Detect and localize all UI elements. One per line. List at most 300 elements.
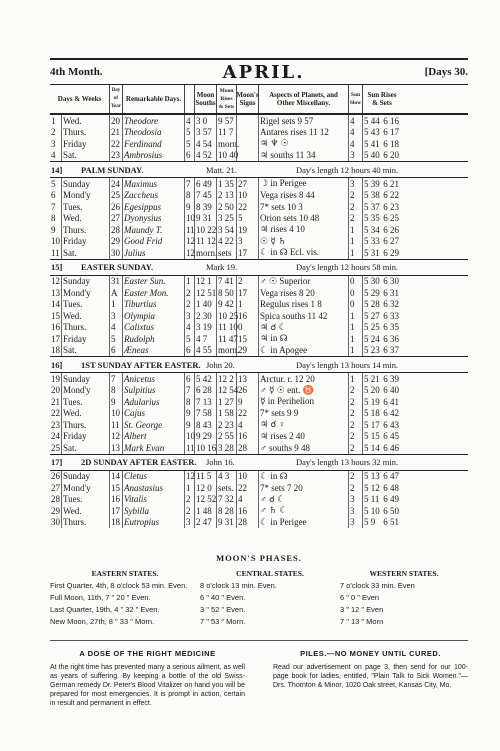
moon-souths: 12 0 [195, 482, 217, 494]
moon-rises: 9 31 [217, 517, 237, 529]
moon-age: 5 [185, 138, 195, 150]
sun-sets-time: 6 26 [383, 224, 399, 235]
moon-rises: 1 35 [217, 178, 237, 190]
sun-rises-time: 5 39 [364, 178, 380, 189]
moon-age: 1 [185, 276, 195, 288]
moon-rises: sets [217, 247, 237, 259]
remarkable-day: Theodore [123, 115, 185, 127]
moon-sign: 17 [237, 247, 259, 259]
remarkable-day: Zaccheus [123, 190, 185, 202]
moon-rises: 8 28 [217, 505, 237, 517]
aspect: ♂ ☌ ☾ [259, 494, 349, 506]
moon-sign: 5 [237, 213, 259, 225]
sun-sets-time: 6 20 [383, 150, 399, 161]
remarkable-day: Mark Evan [123, 442, 185, 454]
moon-age: 2 [185, 299, 195, 311]
moon-age: 11 [186, 442, 195, 453]
sun-sets-time: 6 37 [383, 345, 399, 356]
sun-rises-time: 5 19 [364, 396, 380, 407]
sun-slow: 2 [349, 213, 363, 225]
sun-rises [363, 213, 401, 225]
sun-sets-time: 6 22 [383, 190, 399, 201]
aspect: Vega rises 8 20 [259, 287, 349, 299]
moon-rises: 12 54 [218, 385, 239, 396]
sun-sets-time: 6 43 [383, 419, 399, 430]
moon-rises: 10 25 [218, 310, 239, 321]
moon-sign: 29 [237, 345, 259, 357]
moon-age: 2 [185, 494, 195, 506]
remarkable-day: Cletus [123, 471, 185, 483]
weekday: Wed. [62, 213, 110, 225]
sun-rises-time: 5 34 [364, 224, 380, 235]
advertisements [50, 640, 468, 708]
sun-rises [363, 127, 401, 139]
sun-rises-time: 5 25 [364, 322, 380, 333]
moon-rises: 7 32 [217, 494, 237, 506]
moon-age: 10 [186, 213, 195, 224]
week-daylen: Day's length 12 hours 58 min. [296, 262, 399, 272]
moon-age: 6 [185, 345, 195, 357]
sun-slow: 1 [349, 373, 363, 385]
day-number: 6 [50, 190, 62, 202]
moon-age: 3 [185, 310, 195, 322]
sun-slow: 1 [349, 236, 363, 248]
sun-rises [363, 373, 401, 385]
sun-rises-time: 5 40 [364, 150, 380, 161]
moon-souths: 4 7 [195, 333, 217, 345]
sun-slow: 2 [349, 396, 363, 408]
day-of-year: 6 [110, 345, 123, 357]
day-row [50, 150, 468, 162]
aspect: Spica souths 11 42 [259, 310, 349, 322]
moon-souths: 11 12 [196, 236, 216, 247]
day-number: 19 [51, 373, 60, 384]
moon-age: 6 [185, 373, 195, 385]
col-moon-signs: Moon's Signs [237, 85, 259, 113]
week-title: 2D SUNDAY AFTER EASTER. [81, 457, 197, 467]
day-number: 12 [51, 276, 60, 287]
weekday: Thurs. [62, 419, 110, 431]
week-title: PALM SUNDAY. [81, 164, 144, 175]
sun-rises [363, 310, 401, 322]
sun-rises-time: 5 28 [364, 299, 380, 310]
weekday: Sunday [62, 471, 110, 483]
moon-age: 8 [185, 190, 195, 202]
moon-sign: 19 [237, 224, 259, 236]
moon-rises: 11 47 [218, 333, 238, 344]
col-moon-souths: Moon Souths [195, 85, 217, 113]
weekday: Wed. [62, 408, 110, 420]
weekday: Thurs. [62, 517, 110, 529]
sun-sets-time: 6 23 [383, 201, 399, 212]
moon-age: 12 [186, 236, 195, 247]
moon-age: 11 [186, 224, 195, 235]
sun-rises [363, 201, 401, 213]
medicine-ad [50, 649, 245, 708]
sun-rises [363, 178, 401, 190]
day-number: 16 [51, 322, 60, 333]
calendar-frame [50, 58, 468, 528]
moon-age: 7 [185, 178, 195, 190]
day-of-year: 16 [110, 494, 123, 506]
moon-souths: 4 55 [195, 345, 217, 357]
moon-souths: 10 22 [196, 224, 217, 235]
sun-slow: 1 [349, 333, 363, 345]
day-row [50, 236, 468, 248]
aspect: ♂ ☿ ☉ ent. ♉ [259, 385, 349, 397]
day-row [50, 138, 468, 150]
remarkable-day: Good Frid [123, 236, 185, 248]
western-column [340, 569, 468, 629]
day-of-year: 29 [110, 236, 123, 248]
moon-souths: 9 31 [195, 213, 217, 225]
sun-rises [363, 345, 401, 357]
day-of-year: 14 [110, 471, 123, 483]
eastern-phase-line: New Moon, 27th, 8 " 33 " Morn. [50, 617, 155, 626]
moon-sign: 9 [237, 396, 259, 408]
sun-rises-time: 5 14 [364, 442, 380, 453]
remarkable-day: Dyonysius [123, 213, 185, 225]
moon-souths: 4 54 [195, 138, 217, 150]
sun-slow: 3 [349, 517, 363, 529]
sun-rises-time: 5 11 [364, 494, 380, 505]
moon-souths: 3 19 [195, 322, 217, 334]
day-row [50, 213, 468, 225]
weekday: Wed. [62, 505, 110, 517]
moon-souths: 6 49 [195, 178, 217, 190]
sun-rises [363, 287, 401, 299]
sun-slow: 2 [349, 431, 363, 443]
day-number: 1 [50, 115, 62, 127]
eastern-column [50, 569, 200, 629]
sun-sets-time: 6 25 [383, 213, 399, 224]
weekday: Tues. [62, 396, 110, 408]
sun-rises-time: 5 43 [364, 127, 380, 138]
sun-slow: 2 [349, 385, 363, 397]
sun-rises [363, 236, 401, 248]
moon-souths: 8 43 [195, 419, 217, 431]
day-of-year: 25 [110, 190, 123, 202]
western-states-label: WESTERN STATES. [369, 569, 439, 578]
day-row [50, 178, 468, 190]
moon-age: 8 [185, 396, 195, 408]
remarkable-day: Easter Sun. [123, 276, 185, 288]
day-row [50, 287, 468, 299]
moon-sign: 16 [237, 431, 259, 443]
moon-rises: 3 25 [217, 213, 237, 225]
sun-rises [363, 471, 401, 483]
weekday: Mond'y [62, 482, 110, 494]
moon-souths: 6 28 [195, 385, 217, 397]
aspect: ☾ in ☊ Ecl. vis. [259, 247, 349, 259]
moon-rises: 3 28 [217, 442, 237, 454]
moon-sign: 16 [237, 310, 259, 322]
day-row [50, 299, 468, 311]
remarkable-day: Ambrosius [123, 150, 185, 162]
day-of-year: 20 [110, 115, 123, 127]
sun-slow: 3 [349, 505, 363, 517]
sun-sets-time: 6 47 [383, 471, 399, 482]
sun-sets-time: 6 31 [383, 287, 399, 298]
sun-rises-time: 5 12 [364, 482, 380, 493]
sun-rises [363, 299, 401, 311]
remarkable-day: Eutropius [123, 517, 185, 529]
day-of-year: 30 [110, 247, 123, 259]
sun-rises [363, 408, 401, 420]
weekday: Sat. [62, 150, 110, 162]
day-of-year: 21 [110, 127, 123, 139]
sun-rises-time: 5 17 [364, 419, 380, 430]
day-of-year: 11 [110, 419, 123, 431]
remarkable-day: Maundy T. [123, 224, 185, 236]
sun-sets-time: 6 49 [383, 494, 399, 505]
sun-sets-time: 6 36 [383, 333, 399, 344]
moon-sign: 1 [237, 299, 259, 311]
day-number: 4 [50, 150, 62, 162]
sun-slow: 4 [349, 115, 363, 127]
month-name: APRIL. [222, 61, 305, 83]
remarkable-day: Calixtus [123, 322, 185, 334]
day-row [50, 247, 468, 259]
sun-rises-time: 5 38 [364, 190, 380, 201]
day-of-year: 18 [110, 517, 123, 529]
sun-sets-time: 6 51 [383, 517, 399, 528]
sun-sets-time: 6 50 [383, 505, 399, 516]
day-of-year: 9 [110, 396, 123, 408]
moon-souths: 3 0 [195, 115, 217, 127]
weekday: Friday [62, 138, 110, 150]
piles-ad-title: PILES.—NO MONEY UNTIL CURED. [300, 649, 441, 658]
sun-sets-time: 6 42 [383, 408, 399, 419]
moon-souths: 12 1 [195, 276, 217, 288]
day-number: 24 [51, 431, 60, 442]
month-title-bar [50, 58, 468, 85]
aspect: ♂ ☉ Superior [259, 276, 349, 288]
sun-rises-time: 5 37 [364, 201, 380, 212]
col-aspects: Aspects of Planets, and Other Miscellany. [259, 85, 349, 113]
sun-slow: 2 [349, 408, 363, 420]
day-of-year: 31 [110, 276, 123, 288]
day-of-year: 13 [110, 442, 123, 454]
moon-souths: 8 39 [195, 201, 217, 213]
aspect: Vega rises 8 44 [259, 190, 349, 202]
week-title [50, 161, 468, 178]
day-row [50, 408, 468, 420]
moon-rises: 2 55 [217, 431, 237, 443]
weekday: Mond'y [62, 385, 110, 397]
sun-rises-time: 5 24 [364, 333, 380, 344]
weekday: Thurs. [62, 127, 110, 139]
week-title [50, 356, 468, 373]
aspect: ☾ in Perigee [259, 517, 349, 529]
sun-sets-time: 6 30 [383, 276, 399, 287]
weekday: Tues. [62, 201, 110, 213]
moon-sign [237, 127, 259, 139]
week-daylen: Day's length 12 hours 40 min. [296, 164, 399, 175]
aspect: ☽ in Perigee [259, 178, 349, 190]
sun-rises [363, 385, 401, 397]
moon-sign: 10 [237, 471, 259, 483]
day-number: 5 [50, 178, 62, 190]
day-number: 7 [50, 201, 62, 213]
piles-ad [273, 649, 468, 708]
day-number: 8 [50, 213, 62, 225]
sun-sets-time: 6 21 [383, 178, 399, 189]
moon-sign: 27 [237, 178, 259, 190]
sun-slow: 2 [349, 471, 363, 483]
aspect: ♃ souths 11 34 [259, 150, 349, 162]
aspect: 7* sets 10 3 [259, 201, 349, 213]
remarkable-day: St. George [123, 419, 185, 431]
day-row [50, 385, 468, 397]
remarkable-day: Albert [123, 431, 185, 443]
remarkable-day: Theodosia [123, 127, 185, 139]
day-number: 10 [51, 236, 60, 247]
moon-rises: 10 40 [218, 150, 239, 161]
remarkable-day: Rudolph [123, 333, 185, 345]
month-label: 4th Month. [50, 66, 103, 78]
day-number: 27 [51, 482, 60, 493]
week-gospel: John 16. [206, 457, 235, 467]
sun-rises-time: 5 29 [364, 287, 380, 298]
moon-rises: 7 41 [217, 276, 237, 288]
sun-sets-time: 6 16 [383, 115, 399, 126]
day-of-year: 8 [110, 385, 123, 397]
moon-sign: 2 [237, 276, 259, 288]
sun-sets-time: 6 45 [383, 431, 399, 442]
central-phase-line: 7 " 53 " Morn. [200, 617, 246, 626]
day-of-year: A [110, 287, 123, 299]
sun-sets-time: 6 17 [383, 127, 399, 138]
day-of-year: 7 [110, 373, 123, 385]
eastern-phase-line: Full Moon, 11th, 7 " 20 " Even. [50, 593, 151, 602]
day-row [50, 419, 468, 431]
moon-rises: 9 42 [217, 299, 237, 311]
moon-souths: 10 16 [196, 442, 217, 453]
day-number: 9 [50, 224, 62, 236]
sun-slow: 0 [349, 299, 363, 311]
sun-slow: 1 [349, 247, 363, 259]
weekday: Tues. [62, 299, 110, 311]
day-number: 21 [51, 396, 60, 407]
sun-slow: 4 [349, 127, 363, 139]
col-moon-rises: Moon Rises & Sets [217, 85, 237, 113]
col-sun-rises: Sun Rises & Sets [367, 91, 397, 107]
western-phase-line: 6 " 0 " Even [340, 593, 380, 602]
aspect: ♃ ☌ ♀ [259, 419, 349, 431]
week-daylen: Day's length 13 hours 32 min. [296, 457, 399, 467]
col-days-weeks: Days & Weeks [50, 85, 110, 113]
week-title: 1ST SUNDAY AFTER EASTER. [81, 359, 201, 370]
weekday: Thurs. [62, 224, 110, 236]
moon-rises: 2 23 [217, 419, 237, 431]
week-gospel: John 20. [206, 359, 235, 370]
sun-rises [363, 505, 401, 517]
moon-rises: 11 7 [217, 127, 237, 139]
moon-sign: 0 [237, 322, 259, 334]
col-day-of-year: Day of Year [110, 85, 123, 113]
weekday: Sat. [62, 247, 110, 259]
aspect: ♃ rises 2 40 [259, 431, 349, 443]
moon-sign: 22 [237, 201, 259, 213]
aspect: ♃ ☌ ☾ [259, 322, 349, 334]
moon-rises: 4 22 [217, 236, 237, 248]
medicine-ad-text: At the right time has prevented many a serious ailment, as well as years of suffering. By keeping a bottle of the old Swiss-German remedy Dr. Peter's Blood Vitalizer on hand you will be prepared for most emergencies. It is prompt in action, certain in result and permanent in effect. [50, 664, 245, 707]
weekday: Friday [62, 236, 110, 248]
eastern-phase-line: First Quarter, 4th, 8 o'clock 53 min. Even. [50, 581, 188, 590]
sun-rises [363, 431, 401, 443]
week-title [50, 454, 468, 471]
moon-age: 9 [185, 201, 195, 213]
col-sun-slow: Sun Slow [349, 85, 363, 113]
day-row [50, 494, 468, 506]
day-row [50, 310, 468, 322]
sun-sets-time: 6 46 [383, 442, 399, 453]
day-of-year: 1 [110, 299, 123, 311]
day-row [50, 322, 468, 334]
moon-rises: 1 27 [217, 396, 237, 408]
sun-sets-time: 6 29 [383, 247, 399, 258]
week-gospel: Mark 19. [206, 262, 238, 272]
sun-slow: 4 [349, 138, 363, 150]
day-number: 30 [51, 517, 60, 528]
sun-sets-time: 6 18 [383, 138, 399, 149]
sun-rises-time: 5 33 [364, 236, 380, 247]
day-number: 23 [51, 419, 60, 430]
sun-rises-time: 5 13 [364, 471, 380, 482]
week-num: 16] [51, 359, 63, 370]
sun-slow: 3 [349, 150, 363, 162]
day-of-year: 27 [110, 213, 123, 225]
remarkable-day: Adularius [123, 396, 185, 408]
day-of-year: 26 [110, 201, 123, 213]
moon-sign: 17 [237, 287, 259, 299]
sun-slow: 2 [349, 442, 363, 454]
moon-age: 6 [185, 150, 195, 162]
day-row [50, 482, 468, 494]
moon-rises: 12 2 [217, 373, 237, 385]
moon-souths: 2 30 [195, 310, 217, 322]
day-number: 25 [51, 442, 60, 453]
aspect: ♃ ♆ ☉ [259, 138, 349, 150]
moon-sign: 22 [237, 408, 259, 420]
sun-sets-time: 6 41 [383, 396, 399, 407]
sun-rises-time: 5 23 [364, 345, 380, 356]
day-number: 17 [51, 333, 60, 344]
aspect: ☿ in Perihelion [259, 396, 349, 408]
remarkable-day: Vitalis [123, 494, 185, 506]
moon-sign: 28 [237, 442, 259, 454]
day-of-year: 24 [110, 178, 123, 190]
moon-phases [50, 553, 468, 629]
day-row [50, 190, 468, 202]
moon-sign: 16 [237, 505, 259, 517]
sun-rises-time: 5 10 [364, 505, 380, 516]
sun-rises [363, 494, 401, 506]
sun-rises [363, 247, 401, 259]
sun-sets-time: 6 48 [383, 482, 399, 493]
day-number: 3 [50, 138, 62, 150]
day-number: 22 [51, 408, 60, 419]
moon-age: 3 [185, 517, 195, 529]
moon-age: 5 [185, 333, 195, 345]
moon-rises: 4 3 [217, 471, 237, 483]
moon-souths: 1 48 [195, 505, 217, 517]
moon-sign: 3 [237, 236, 259, 248]
day-of-year: 4 [110, 322, 123, 334]
day-row [50, 201, 468, 213]
moon-rises: sets. [217, 482, 237, 494]
